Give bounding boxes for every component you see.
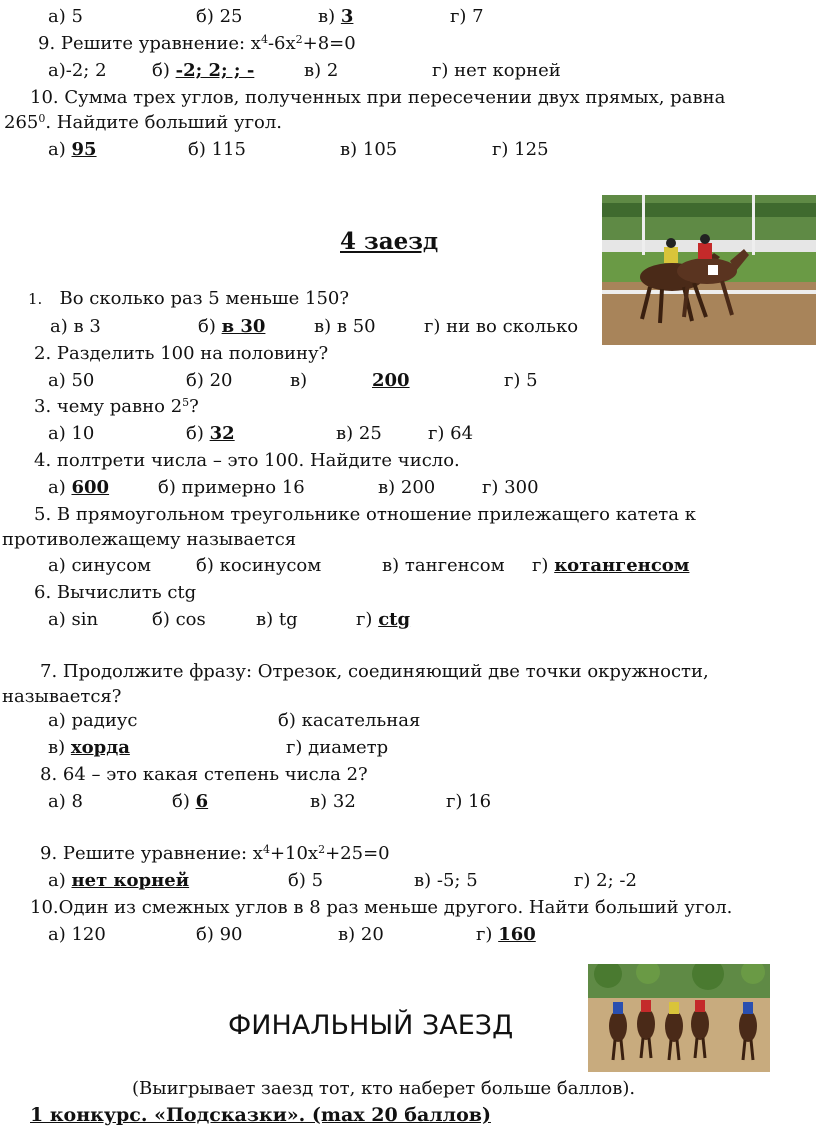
- r4-q9-answers: [0, 870, 816, 892]
- answer-a: а) 8: [48, 791, 83, 812]
- answer-b: б) примерно 16: [158, 477, 305, 498]
- answer-b: б) в 30: [198, 316, 266, 337]
- answer-a: а) синусом: [48, 555, 152, 576]
- answer-b: б) 90: [196, 924, 243, 945]
- answer-c: в) 32: [310, 791, 356, 812]
- answer-c: в) 105: [340, 139, 398, 160]
- answer-b: б) косинусом: [196, 555, 322, 576]
- prev-q10-line1: 10. Сумма трех углов, полученных при пересечении двух прямых, равна: [30, 87, 726, 108]
- answer-c: в) в 50: [314, 316, 376, 337]
- r4-q7-answers-cd: [0, 737, 816, 759]
- answer-b: б) 25: [196, 6, 243, 27]
- answer-c: в) 25: [336, 423, 382, 444]
- answer-d: г) 160: [476, 924, 536, 945]
- prev-q8-answers: [0, 6, 816, 28]
- answer-a: а) 5: [48, 6, 83, 27]
- prev-q10-line2: $265^0$. Найдите больший угол.: [4, 112, 283, 133]
- horse-race-photo-2: [588, 964, 770, 1072]
- answer-a: а) 120: [48, 924, 106, 945]
- round4-title: 4 заезд: [340, 228, 439, 255]
- r4-q7-line1: 7. Продолжите фразу: Отрезок, соединяющий две точки окружности,: [40, 661, 709, 682]
- answer-a: а) 600: [48, 477, 110, 498]
- answer-c: в): [290, 370, 308, 391]
- r4-q9-question: 9. Решите уравнение: $x^4+10x^2+25=0$: [40, 843, 390, 864]
- r4-q8-question: 8. 64 – это какая степень числа 2?: [40, 764, 368, 785]
- r4-q7-line2: называется?: [2, 686, 122, 707]
- r4-q10-answers: [0, 924, 816, 946]
- r4-q1-answers: [0, 316, 816, 338]
- r4-q8-answers: [0, 791, 816, 813]
- answer-a: а) sin: [48, 609, 99, 630]
- answer-d: г) 7: [450, 6, 484, 27]
- answer-d: г) ctg: [356, 609, 411, 630]
- answer-a: а) в 3: [50, 316, 101, 337]
- answer-d: г) нет корней: [432, 60, 561, 81]
- answer-d: г) 125: [492, 139, 549, 160]
- r4-q3-answers: [0, 423, 816, 445]
- r4-q4-question: 4. полтрети числа – это 100. Найдите число.: [34, 450, 460, 471]
- answer-a: а)-2; 2: [48, 60, 107, 81]
- answer-b: б) 115: [188, 139, 246, 160]
- answer-c: в) тангенсом: [382, 555, 505, 576]
- r4-q5-line2: противолежащему называется: [2, 529, 297, 550]
- r4-q5-answers: [0, 555, 816, 577]
- answer-c: в) -5; 5: [414, 870, 478, 891]
- answer-d: г) диаметр: [286, 737, 389, 758]
- answer-b: б) касательная: [278, 710, 421, 731]
- r4-q7-answers-ab: [0, 710, 816, 732]
- r4-q5-line1: 5. В прямоугольном треугольнике отношение прилежащего катета к: [34, 504, 696, 525]
- answer-d: г) ни во сколько: [424, 316, 579, 337]
- answer-d: г) 64: [428, 423, 474, 444]
- answer-d: г) 16: [446, 791, 492, 812]
- r4-q6-answers: [0, 609, 816, 631]
- answer-b: б) 32: [186, 423, 235, 444]
- answer-d: г) 5: [504, 370, 538, 391]
- answer-a: а) 50: [48, 370, 95, 391]
- answer-a: а) 95: [48, 139, 97, 160]
- answer-b: б) 5: [288, 870, 324, 891]
- answer-b: б) cos: [152, 609, 206, 630]
- r4-q10-question: 10.Один из смежных углов в 8 раз меньше другого. Найти больший угол.: [30, 897, 733, 918]
- contest-1-heading: 1 конкурс. «Подсказки». (max 20 баллов): [30, 1104, 491, 1126]
- answer-c: в) 3: [318, 6, 354, 27]
- answer-c: в) хорда: [48, 737, 130, 758]
- prev-q9-answers: [0, 60, 816, 82]
- final-round-note: (Выигрывает заезд тот, кто наберет больше баллов).: [132, 1078, 636, 1099]
- answer-c: в) 20: [338, 924, 384, 945]
- r4-q2-answers: [0, 370, 816, 392]
- answer-d: г) 300: [482, 477, 539, 498]
- r4-q6-question: 6. Вычислить ctg: [34, 582, 197, 603]
- prev-q9-question: 9. Решите уравнение: $x^4-6x^2+8=0$: [38, 33, 356, 54]
- answer-b: б) 20: [186, 370, 233, 391]
- final-round-title: ФИНАЛЬНЫЙ ЗАЕЗД: [228, 1010, 514, 1041]
- answer-d: г) котангенсом: [532, 555, 690, 576]
- answer-c-correct: 200: [372, 370, 410, 391]
- answer-d: г) 2; -2: [574, 870, 637, 891]
- r4-q4-answers: [0, 477, 816, 499]
- answer-c: в) 200: [378, 477, 436, 498]
- prev-q10-answers: [0, 139, 816, 161]
- answer-a: а) радиус: [48, 710, 138, 731]
- r4-q3-question: 3. чему равно $2^5$?: [34, 396, 199, 417]
- answer-b: б) -2; 2; ; -: [152, 60, 255, 81]
- r4-q2-question: 2. Разделить 100 на половину?: [34, 343, 329, 364]
- answer-c: в) 2: [304, 60, 339, 81]
- answer-c: в) tg: [256, 609, 298, 630]
- r4-q1-question: 1. Во сколько раз 5 меньше 150?: [28, 288, 350, 309]
- answer-b: б) 6: [172, 791, 209, 812]
- answer-a: а) 10: [48, 423, 95, 444]
- answer-a: а) нет корней: [48, 870, 190, 891]
